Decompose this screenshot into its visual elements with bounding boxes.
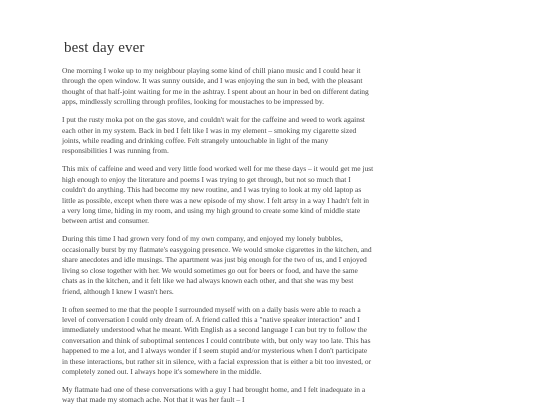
paragraph: One morning I woke up to my neighbour playing some kind of chill piano music and I could hear it through the open window. It was sunny outside, and I was enjoying the sun in bed, with the pleasant thought of that half-joint waiting for me in the ashtray. I spent about an hour in bed on different dating apps, mindlessly scrolling through profiles, looking for moustaches to be impressed by. xyxy=(62,66,369,107)
paragraph: I put the rusty moka pot on the gas stove, and couldn't wait for the caffeine and weed to work against each other in my system. Back in bed I felt like I was in my element – smoking my cigarette sized joints, while reading and drinking coffee. Felt strangely untouchable in light of the many responsibilities I was running from. xyxy=(62,115,366,156)
paragraph: It often seemed to me that the people I surrounded myself with on a daily basis were able to reach a level of conversation I could only dream of. A friend called this a "native speaker interaction" and I immediately understood what he meant. With English as a second language I can but try to follow the conversation and think of suboptimal sentences I could contribute with, but only way too late. This has happened to me a lot, and I always wonder if I seem stupid and/or mysterious when I don't participate in these interactions, but rather sit in silence, with a facial expression that is either a bit too invested, or completely zoned out. I always hope it's somewhere in the middle. xyxy=(62,304,372,376)
paragraph: This mix of caffeine and weed and very little food worked well for me these days – it would get me just high enough to enjoy the literature and poems I was trying to get through, but not so much that I couldn't do anything. This had become my new routine, and I was trying to look at my old laptop as little as possible, except when there was a new episode of my show. I felt artsy in a way I hadn't felt in a very long time, hiding in my room, and using my high ground to create some kind of middle state between artist and consumer. xyxy=(62,164,374,226)
paragraph: My flatmate had one of these conversations with a guy I had brought home, and I felt inadequate in a way that made my stomach ache. Not that it was her fault – I xyxy=(62,384,366,405)
article-title: best day ever xyxy=(64,40,145,56)
article xyxy=(62,40,374,405)
paragraph: During this time I had grown very fond of my own company, and enjoyed my lonely bubbles, occasionally burst by my flatmate's easygoing presence. We would smoke cigarettes in the kitchen, and share anecdotes and idle musings. The apartment was just big enough for the two of us, and I enjoyed living so close together with her. We would sometimes go out for beers or food, and have the same chats as in the kitchen, and it felt like we had always known each other, and that she was my best friend, although I knew I wasn't hers. xyxy=(62,234,372,296)
